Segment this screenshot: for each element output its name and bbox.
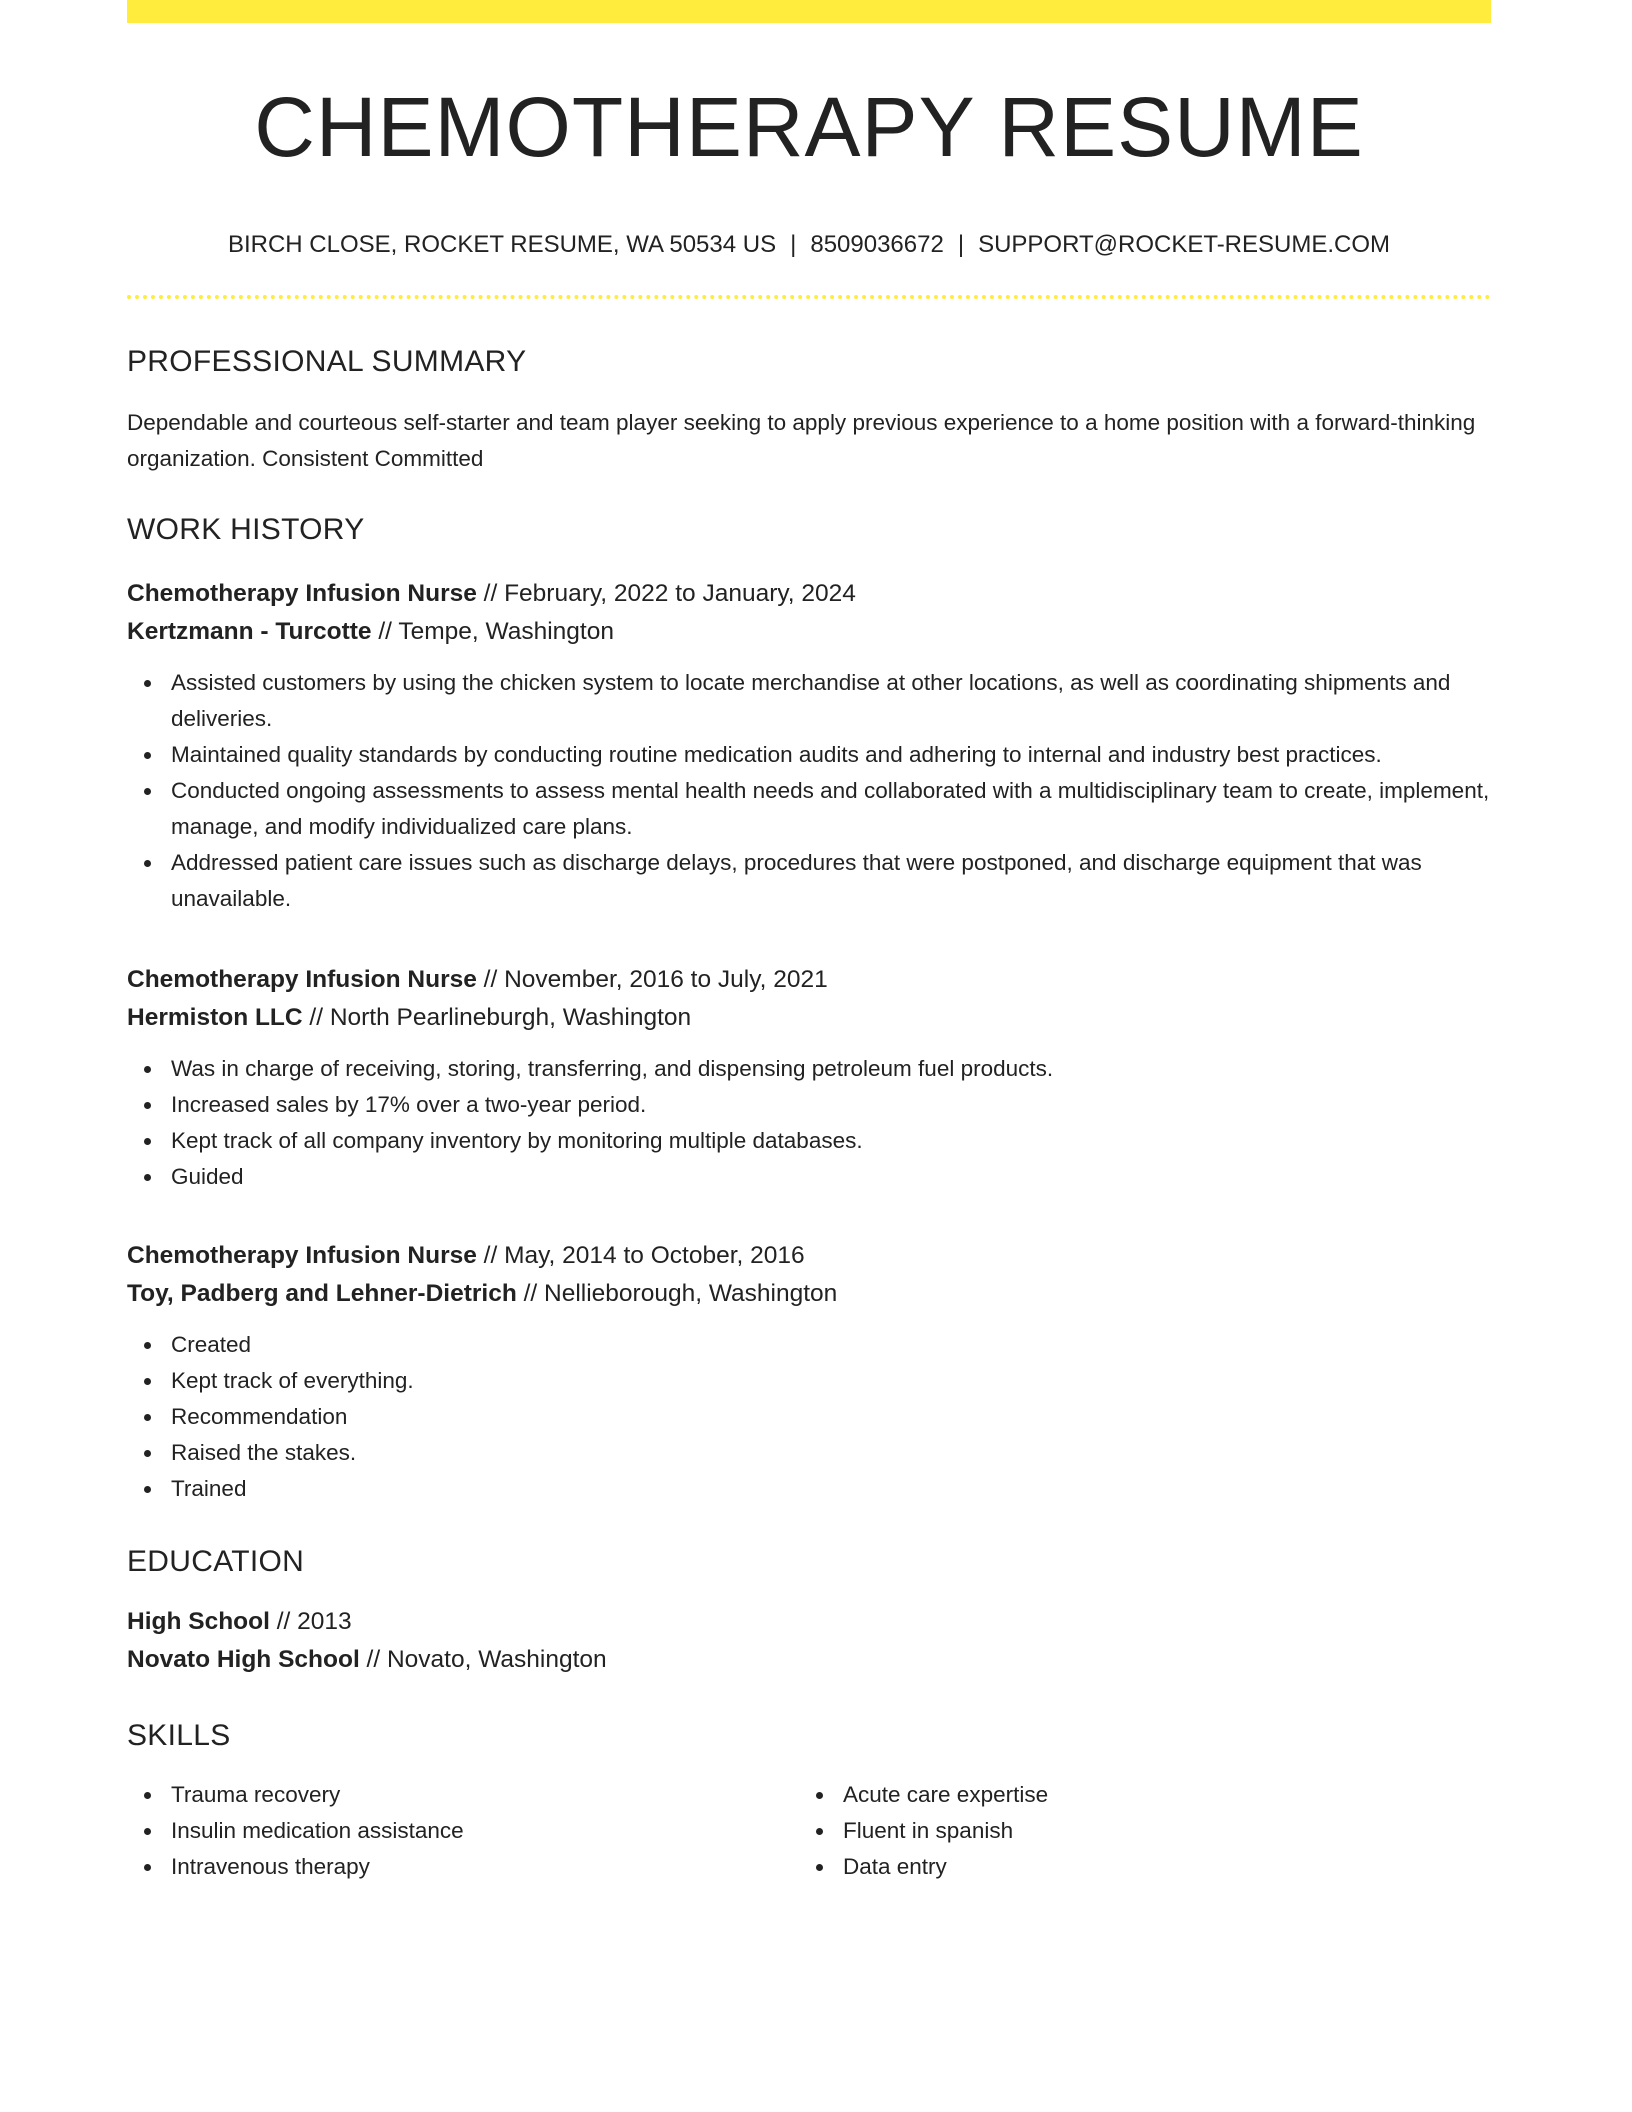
dotted-divider xyxy=(127,295,1491,299)
contact-separator: | xyxy=(957,231,965,258)
education-entry xyxy=(127,1603,1491,1679)
job-title: Chemotherapy Infusion Nurse xyxy=(127,1242,477,1269)
job-bullets xyxy=(127,1051,1491,1195)
list-item: Recommendation xyxy=(127,1399,1491,1435)
list-item: Assisted customers by using the chicken system to locate merchandise at other locations, as well as coordinating shipments and deliveries. xyxy=(127,665,1491,737)
list-item: Maintained quality standards by conducting routine medication audits and adhering to internal and industry best practices. xyxy=(127,737,1491,773)
skills-columns xyxy=(127,1777,1491,1885)
contact-address: BIRCH CLOSE, ROCKET RESUME, WA 50534 US xyxy=(227,231,777,258)
job-entry xyxy=(127,1237,1491,1507)
skill-item: Fluent in spanish xyxy=(799,1813,1471,1849)
list-item: Increased sales by 17% over a two-year period. xyxy=(127,1087,1491,1123)
job-dates: // May, 2014 to October, 2016 xyxy=(476,1242,805,1269)
resume-page xyxy=(127,0,1491,1885)
job-company: Hermiston LLC xyxy=(127,1004,303,1031)
top-accent-bar xyxy=(127,0,1491,23)
education-degree-line xyxy=(127,1603,1491,1641)
job-location: // Nellieborough, Washington xyxy=(516,1280,838,1307)
job-company-line xyxy=(127,1275,1491,1313)
education-location: // Novato, Washington xyxy=(359,1646,607,1673)
education-heading: EDUCATION xyxy=(127,1545,305,1578)
page-title: CHEMOTHERAPY RESUME xyxy=(254,80,1364,174)
job-location: // Tempe, Washington xyxy=(371,618,614,645)
job-title: Chemotherapy Infusion Nurse xyxy=(127,580,477,607)
skills-right-list xyxy=(799,1777,1471,1885)
job-dates: // February, 2022 to January, 2024 xyxy=(476,580,856,607)
job-entry xyxy=(127,575,1491,917)
job-bullets xyxy=(127,665,1491,917)
education-school-line xyxy=(127,1641,1491,1679)
list-item: Guided xyxy=(127,1159,1491,1195)
skills-heading: SKILLS xyxy=(127,1719,231,1752)
list-item: Created xyxy=(127,1327,1491,1363)
contact-phone: 8509036672 xyxy=(810,231,944,258)
list-item: Trained xyxy=(127,1471,1491,1507)
skill-item: Acute care expertise xyxy=(799,1777,1471,1813)
list-item: Kept track of everything. xyxy=(127,1363,1491,1399)
job-company-line xyxy=(127,999,1491,1037)
skills-left-list xyxy=(127,1777,799,1885)
education-school: Novato High School xyxy=(127,1646,360,1673)
list-item: Was in charge of receiving, storing, transferring, and dispensing petroleum fuel products. xyxy=(127,1051,1491,1087)
job-title-line xyxy=(127,961,1491,999)
list-item: Conducted ongoing assessments to assess mental health needs and collaborated with a multidisciplinary team to create, implement, manage, and modify individualized care plans. xyxy=(127,773,1491,845)
job-company: Kertzmann - Turcotte xyxy=(127,618,372,645)
contact-line xyxy=(127,233,1491,257)
job-title: Chemotherapy Infusion Nurse xyxy=(127,966,477,993)
job-company-line xyxy=(127,613,1491,651)
skill-item: Data entry xyxy=(799,1849,1471,1885)
work-history-heading: WORK HISTORY xyxy=(127,513,365,546)
skill-item: Insulin medication assistance xyxy=(127,1813,799,1849)
job-bullets xyxy=(127,1327,1491,1507)
education-degree: High School xyxy=(127,1608,270,1635)
summary-text: Dependable and courteous self-starter and team player seeking to apply previous experience to a home position with a forward-thinking organization. Consistent Committed xyxy=(127,410,1476,471)
skill-item: Trauma recovery xyxy=(127,1777,799,1813)
contact-email: SUPPORT@ROCKET-RESUME.COM xyxy=(978,231,1391,258)
skill-item: Intravenous therapy xyxy=(127,1849,799,1885)
job-entry xyxy=(127,961,1491,1195)
summary-heading: PROFESSIONAL SUMMARY xyxy=(127,345,527,378)
job-title-line xyxy=(127,575,1491,613)
contact-separator: | xyxy=(790,231,797,258)
list-item: Raised the stakes. xyxy=(127,1435,1491,1471)
job-dates: // November, 2016 to July, 2021 xyxy=(476,966,828,993)
job-company: Toy, Padberg and Lehner-Dietrich xyxy=(127,1280,517,1307)
job-location: // North Pearlineburgh, Washington xyxy=(302,1004,692,1031)
list-item: Kept track of all company inventory by monitoring multiple databases. xyxy=(127,1123,1491,1159)
list-item: Addressed patient care issues such as discharge delays, procedures that were postponed, and discharge equipment that was unavailable. xyxy=(127,845,1491,917)
education-year: // 2013 xyxy=(269,1608,352,1635)
job-title-line xyxy=(127,1237,1491,1275)
